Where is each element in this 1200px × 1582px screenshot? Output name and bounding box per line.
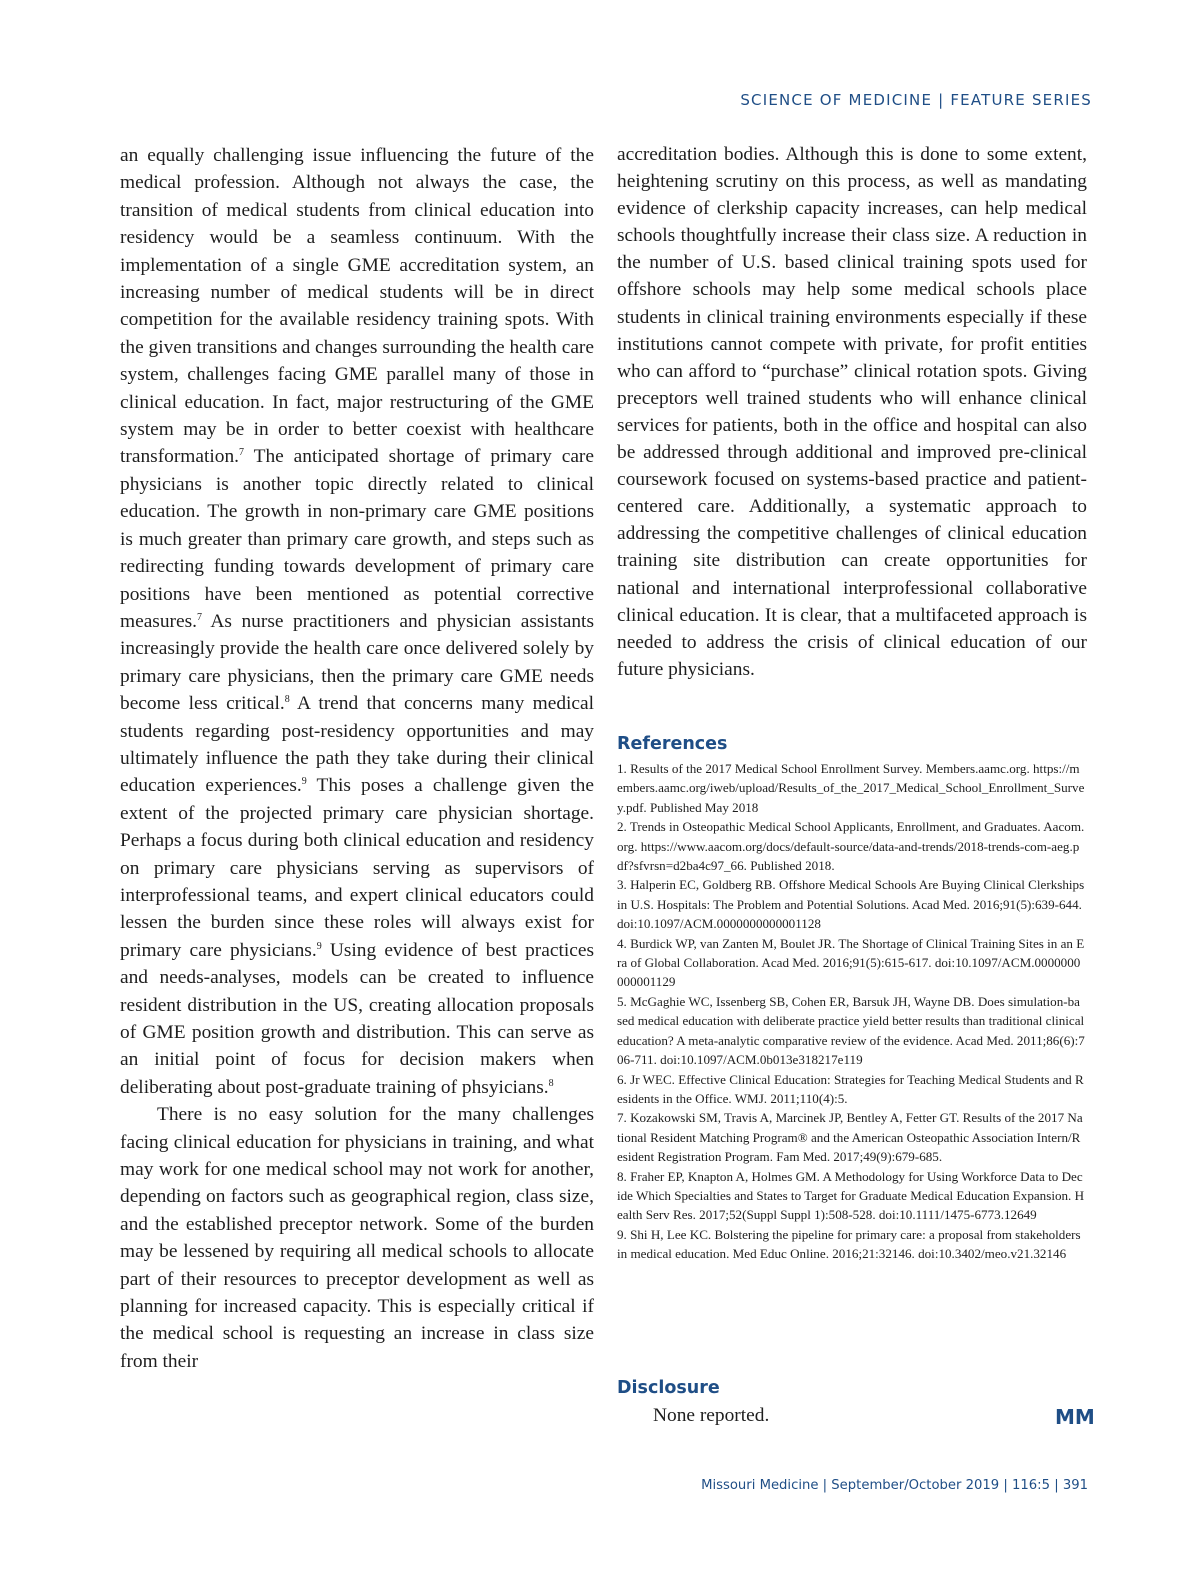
body-text: A trend that concerns many medical students regarding post-residency opportunities and may ultimately influence the path they take during their clinical education experiences. <box>120 693 595 797</box>
disclosure-heading: Disclosure <box>617 1378 720 1398</box>
disclosure-text: None reported. <box>653 1405 770 1426</box>
citation-marker: 7 <box>197 611 202 623</box>
right-column <box>617 141 1087 683</box>
citation-marker: 9 <box>301 776 307 788</box>
reference-item: 7. Kozakowski SM, Travis A, Marcinek JP, Bentley A, Fetter GT. Results of the 2017 National Resident Matching Program® and the American Osteopathic Association Intern/Resident Registration Program. Fam Med. 2017;49(9):679-685. <box>617 1110 1083 1165</box>
right-paragraph-1: accreditation bodies. Although this is done to some extent, heightening scrutiny on this process, as well as mandating evidence of clerkship capacity increases, can help medical schools thoughtfully increase their class size. A reduction in the number of U.S. based clinical training spots used for offshore schools may help some medical schools place students in clinical training environments especially if these institutions cannot compete with private, for profit entities who can afford to “purchase” clinical rotation spots. Giving preceptors well trained students who will enhance clinical services for patients, both in the office and hospital can also be addressed through additional and improved pre-clinical coursework focused on systems-based practice and patient-centered care. Additionally, a systematic approach to addressing the competitive challenges of clinical education training site distribution can create opportunities for national and international interprofessional collaborative clinical education. It is clear, that a multifaceted approach is needed to address the crisis of clinical education of our future physicians. <box>617 144 1087 680</box>
body-text: an equally challenging issue influencing the future of the medical profession. Although not always the case, the transition of medical students from clinical education into residency would be a seamless continuum. With the implementation of a single GME accreditation system, an increasing number of medical students will be in direct competition for the available residency training spots. With the given transitions and changes surrounding the health care system, challenges facing GME parallel many of those in clinical education. In fact, major restructuring of the GME system may be in order to better coexist with healthcare transformation. <box>120 145 594 468</box>
page-footer: Missouri Medicine | September/October 2019 | 116:5 | 391 <box>701 1478 1088 1493</box>
reference-item: 8. Fraher EP, Knapton A, Holmes GM. A Methodology for Using Workforce Data to Decide Which Specialties and States to Target for Graduate Medical Education Expansion. Health Serv Res. 2017;52(Suppl Suppl 1):508-528. doi:10.1111/1475-6773.12649 <box>617 1168 1085 1223</box>
references-list <box>617 759 1085 1264</box>
running-header: SCIENCE OF MEDICINE | FEATURE SERIES <box>740 91 1092 109</box>
body-text: Using evidence of best practices and needs-analyses, models can be created to influence resident distribution in the US, creating allocation proposals of GME position growth and distribution. This can serve as an initial point of focus for decision makers when deliberating about post-graduate training of phsyicians. <box>120 939 594 1098</box>
citation-marker: 9 <box>316 940 322 952</box>
citation-marker: 8 <box>548 1077 554 1089</box>
left-column <box>120 142 594 1375</box>
reference-item: 1. Results of the 2017 Medical School Enrollment Survey. Members.aamc.org. https://members.aamc.org/iweb/upload/Results_of_the_2017_Medical_School_Enrollment_Survey.pdf. Published May 2018 <box>617 761 1085 815</box>
journal-logo: MM <box>1055 1405 1095 1429</box>
body-text: The anticipated shortage of primary care physicians is another topic directly related to clinical education. The growth in non-primary care GME positions is much greater than primary care growth, and steps such as redirecting funding towards development of primary care positions have been mentioned as potential corrective measures. <box>120 446 594 632</box>
citation-marker: 7 <box>239 447 245 459</box>
body-text: As nurse practitioners and physician assistants increasingly provide the health care once delivered solely by primary care physicians, then the primary care GME needs become less critical. <box>120 610 594 715</box>
reference-item: 3. Halperin EC, Goldberg RB. Offshore Medical Schools Are Buying Clinical Clerkships in U.S. Hospitals: The Problem and Potential Solutions. Acad Med. 2016;91(5):639-644. doi:10.1097/ACM.0000000000001128 <box>617 877 1085 932</box>
reference-item: 4. Burdick WP, van Zanten M, Boulet JR. The Shortage of Clinical Training Sites in an Era of Global Collaboration. Acad Med. 2016;91(5):615-617. doi:10.1097/ACM.0000000000001129 <box>617 935 1085 990</box>
citation-marker: 8 <box>284 694 290 706</box>
body-text: This poses a challenge given the extent of the projected primary care physician shortage. Perhaps a focus during both clinical education and residency on primary care physicians serving as supervisors of interprofessional teams, and expert clinical educators could lessen the burden since these roles will always exist for primary care physicians. <box>120 775 594 961</box>
reference-item: 9. Shi H, Lee KC. Bolstering the pipeline for primary care: a proposal from stakeholders in medical education. Med Educ Online. 2016;21:32146. doi:10.3402/meo.v21.32146 <box>617 1226 1081 1262</box>
reference-item: 6. Jr WEC. Effective Clinical Education: Strategies for Teaching Medical Students and Residents in the Office. WMJ. 2011;110(4):5. <box>617 1071 1084 1106</box>
reference-item: 5. McGaghie WC, Issenberg SB, Cohen ER, Barsuk JH, Wayne DB. Does simulation-based medical education with deliberate practice yield better results than traditional clinical education? A meta-analytic comparative review of the evidence. Acad Med. 2011;86(6):706-711. doi:10.1097/ACM.0b013e318217e119 <box>617 993 1085 1068</box>
reference-item: 2. Trends in Osteopathic Medical School Applicants, Enrollment, and Graduates. Aacom.org. https://www.aacom.org/docs/default-source/data-and-trends/2018-trends-com-aeg.pdf?sfvrsn=d2ba4c97_66. Published 2018. <box>617 819 1085 874</box>
references-heading: References <box>617 734 728 754</box>
left-paragraph-1 <box>120 142 594 1101</box>
left-paragraph-2: There is no easy solution for the many challenges facing clinical education for physicians in training, and what may work for one medical school may not work for another, depending on factors such as geographical region, class size, and the established preceptor network. Some of the burden may be lessened by requiring all medical schools to allocate part of their resources to preceptor development as well as planning for increased capacity. This is especially critical if the medical school is requesting an increase in class size from their <box>120 1104 594 1372</box>
